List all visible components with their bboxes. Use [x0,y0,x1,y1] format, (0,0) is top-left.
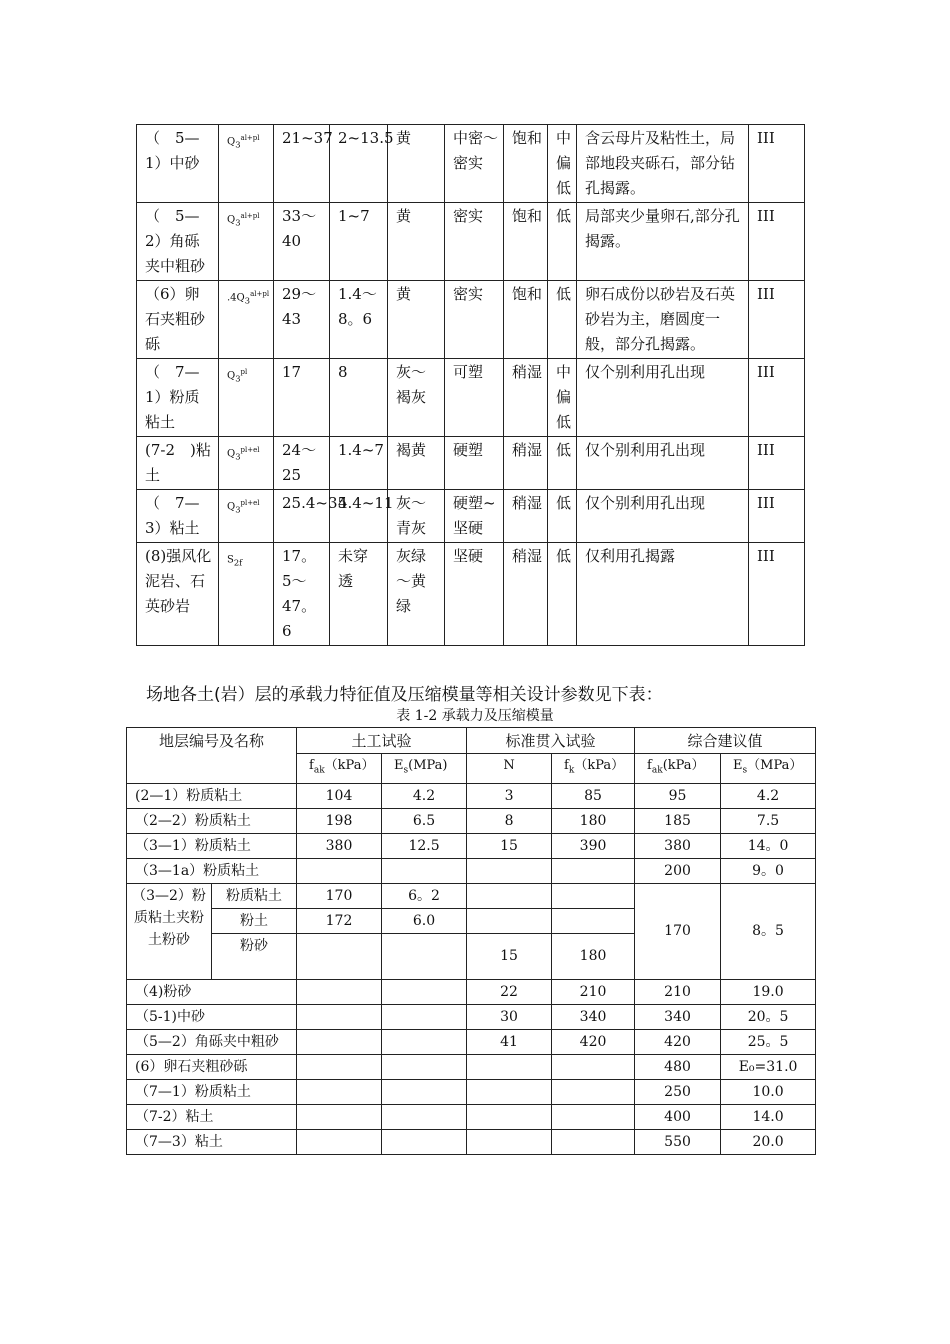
value-fak2: 480 [635,1054,721,1079]
density-state: 可塑 [445,359,504,437]
value-fk: 390 [552,833,635,858]
bearing-capacity-table [126,727,816,1155]
value-n: 8 [467,808,552,833]
value-fak [297,1004,382,1029]
capacity-row [127,1054,816,1079]
header-layer: 地层编号及名称 [127,728,297,784]
value-n: 30 [467,1004,552,1029]
group-fak2: 170 [635,883,721,979]
compressibility: 低 [548,281,577,359]
value-fk [552,1129,635,1154]
value-fk [552,858,635,883]
value-es [382,1129,467,1154]
subheader-fak: $f_{ak}(kPa)$ [297,754,382,784]
description: 仅个别利用孔出现 [577,490,749,543]
layer-name: （3—1a）粉质粘土 [127,858,297,883]
param-b: 4.4~11 [330,490,388,543]
layer-name: （ 7—3）粘土 [137,490,219,543]
layer-name: (6）卵石夹粗砂砾 [127,1054,297,1079]
value-fk [552,1104,635,1129]
soil-layer-row [137,437,805,490]
header-row [127,728,816,754]
soil-color: 灰绿～黄绿 [388,543,445,646]
capacity-row [127,979,816,1004]
layer-name: （3—1）粉质粘土 [127,833,297,858]
value-es [382,1104,467,1129]
layer-name: (8)强风化 泥岩、石英砂岩 [137,543,219,646]
value-n [467,1079,552,1104]
capacity-row [127,783,816,808]
capacity-row [127,833,816,858]
value-es [382,858,467,883]
subheader-es2: $E_s(MPa)$ [721,754,816,784]
geo-age: $S_{2f}$ [219,543,274,646]
grade: III [749,437,805,490]
value-n [467,1054,552,1079]
grade: III [749,359,805,437]
group-sub2-fk [552,908,635,933]
moisture: 饱和 [504,125,548,203]
group-sub1-fk [552,883,635,908]
value-es [382,1054,467,1079]
value-fak: 380 [297,833,382,858]
value-fk: 180 [552,808,635,833]
value-n: 15 [467,833,552,858]
param-a: 25.4~35 [274,490,330,543]
moisture: 稍湿 [504,437,548,490]
grade: III [749,125,805,203]
compressibility: 低 [548,203,577,281]
subheader-fak2: $f_{ak}(kPa)$ [635,754,721,784]
value-es: 6.5 [382,808,467,833]
value-es: 4.2 [382,783,467,808]
group-sub2-fak: 172 [297,908,382,933]
value-fak2: 420 [635,1029,721,1054]
grade: III [749,543,805,646]
value-fak [297,1029,382,1054]
value-fak [297,1079,382,1104]
value-n [467,1104,552,1129]
value-fk: 340 [552,1004,635,1029]
layer-name: （7—3）粘土 [127,1129,297,1154]
description: 局部夹少量卵石,部分孔揭露。 [577,203,749,281]
value-fk [552,1054,635,1079]
table-caption: 表 1-2 承载力及压缩模量 [396,708,554,724]
geo-age: $Q_3^{al+pl}$ [219,125,274,203]
compressibility: 低 [548,437,577,490]
layer-name: （7-2）粘土 [127,1104,297,1129]
compressibility: 低 [548,490,577,543]
moisture: 饱和 [504,203,548,281]
geo-age: $Q_3^{pl+el}$ [219,437,274,490]
layer-name: （5—2）角砾夹中粗砂 [127,1029,297,1054]
group-sub1: 粉质粘土 [212,883,297,908]
soil-color: 黄 [388,281,445,359]
grade: III [749,490,805,543]
soil-layer-row [137,281,805,359]
grade: III [749,203,805,281]
param-a: 29～43 [274,281,330,359]
density-state: 坚硬 [445,543,504,646]
layer-name: （2—2）粉质粘土 [127,808,297,833]
grade: III [749,281,805,359]
param-a: 33～40 [274,203,330,281]
layer-name: （6）卵石夹粗砂砾 [137,281,219,359]
description: 仅利用孔揭露 [577,543,749,646]
description: 仅个别利用孔出现 [577,437,749,490]
value-fk: 420 [552,1029,635,1054]
layer-name: （5-1)中砂 [127,1004,297,1029]
group-fk: 180 [552,933,635,979]
value-fak [297,1104,382,1129]
value-n: 3 [467,783,552,808]
capacity-row [127,1129,816,1154]
subheader-n: N [467,754,552,784]
description: 卵石成份以砂岩及石英砂岩为主，磨圆度一般，部分孔揭露。 [577,281,749,359]
group-row-1 [127,883,816,908]
description: 仅个别利用孔出现 [577,359,749,437]
geo-age: $Q_3^{pl}$ [219,359,274,437]
capacity-row [127,1104,816,1129]
group-sub3-fak [297,933,382,979]
capacity-row [127,858,816,883]
value-es2: 9。0 [721,858,816,883]
soil-layer-row [137,359,805,437]
density-state: 密实 [445,281,504,359]
value-es2: 20.0 [721,1129,816,1154]
value-fak2: 250 [635,1079,721,1104]
header-lab: 土工试验 [297,728,467,754]
group-sub3: 粉砂 [212,933,297,979]
value-es2: E₀=31.0 [721,1054,816,1079]
value-fak [297,979,382,1004]
group-sub3-es [382,933,467,979]
value-es [382,1004,467,1029]
value-fak2: 210 [635,979,721,1004]
intro-text: 场地各土(岩）层的承载力特征值及压缩模量等相关设计参数见下表： [146,685,663,705]
group-n: 15 [467,933,552,979]
value-fak2: 185 [635,808,721,833]
value-fak2: 380 [635,833,721,858]
compressibility: 中偏低 [548,125,577,203]
param-a: 17。5～47。6 [274,543,330,646]
value-fak2: 340 [635,1004,721,1029]
soil-layer-row [137,125,805,203]
layer-name: （ 7—1）粉质粘土 [137,359,219,437]
density-state: 硬塑~坚硬 [445,490,504,543]
value-fak2: 550 [635,1129,721,1154]
layer-name: (2—1）粉质粘土 [127,783,297,808]
capacity-row [127,1079,816,1104]
moisture: 稍湿 [504,543,548,646]
value-n [467,1129,552,1154]
value-es2: 10.0 [721,1079,816,1104]
value-es [382,979,467,1004]
value-n: 22 [467,979,552,1004]
group-sub1-fak: 170 [297,883,382,908]
value-fk: 210 [552,979,635,1004]
soil-layer-row [137,203,805,281]
param-b: 2~13.5 [330,125,388,203]
param-b: 1~7 [330,203,388,281]
density-state: 密实 [445,203,504,281]
moisture: 稍湿 [504,359,548,437]
value-es2: 7.5 [721,808,816,833]
param-b: 1.4～8。6 [330,281,388,359]
value-es [382,1079,467,1104]
soil-color: 灰～褐灰 [388,359,445,437]
soil-layer-table [136,124,805,646]
density-state: 硬塑 [445,437,504,490]
description: 含云母片及粘性土，局部地段夹砾石，部分钻孔揭露。 [577,125,749,203]
param-a: 24～25 [274,437,330,490]
subheader-fk: $f_k(kPa)$ [552,754,635,784]
soil-layer-row [137,490,805,543]
value-fk: 85 [552,783,635,808]
group-sub2: 粉土 [212,908,297,933]
layer-name: (7-2 )粘土 [137,437,219,490]
value-es2: 14.0 [721,1104,816,1129]
value-es2: 14。0 [721,833,816,858]
layer-name: （4)粉砂 [127,979,297,1004]
group-sub2-es: 6.0 [382,908,467,933]
group-name: （3—2）粉质粘土夹粉土粉砂 [127,883,212,979]
value-es: 12.5 [382,833,467,858]
moisture: 饱和 [504,281,548,359]
param-b: 1.4~7 [330,437,388,490]
soil-color: 灰～青灰 [388,490,445,543]
group-es2: 8。5 [721,883,816,979]
soil-layer-row [137,543,805,646]
param-a: 17 [274,359,330,437]
value-fak2: 200 [635,858,721,883]
group-sub2-n [467,908,552,933]
geo-age: $Q_3^{pl+el}$ [219,490,274,543]
value-n [467,858,552,883]
header-spt: 标准贯入试验 [467,728,635,754]
soil-color: 黄 [388,125,445,203]
param-b: 未穿透 [330,543,388,646]
group-sub1-n [467,883,552,908]
layer-name: （ 5—2）角砾夹中粗砂 [137,203,219,281]
param-a: 21~37 [274,125,330,203]
value-fk [552,1079,635,1104]
value-fak2: 400 [635,1104,721,1129]
capacity-row [127,1029,816,1054]
header-rec: 综合建议值 [635,728,816,754]
value-n: 41 [467,1029,552,1054]
value-es2: 25。5 [721,1029,816,1054]
value-es2: 4.2 [721,783,816,808]
compressibility: 中偏低 [548,359,577,437]
value-fak [297,1054,382,1079]
capacity-row [127,808,816,833]
compressibility: 低 [548,543,577,646]
value-es [382,1029,467,1054]
value-fak [297,858,382,883]
param-b: 8 [330,359,388,437]
moisture: 稍湿 [504,490,548,543]
value-fak: 104 [297,783,382,808]
value-fak2: 95 [635,783,721,808]
group-sub1-es: 6。2 [382,883,467,908]
density-state: 中密～密实 [445,125,504,203]
soil-color: 黄 [388,203,445,281]
geo-age: $Q_3^{al+pl}$ [219,203,274,281]
geo-age: $.4Q_3^{al+pl}$ [219,281,274,359]
subheader-es: $E_s(MPa)$ [382,754,467,784]
value-fak: 198 [297,808,382,833]
value-es2: 19.0 [721,979,816,1004]
layer-name: （ 5—1）中砂 [137,125,219,203]
value-es2: 20。5 [721,1004,816,1029]
soil-color: 褐黄 [388,437,445,490]
layer-name: （7—1）粉质粘土 [127,1079,297,1104]
capacity-row [127,1004,816,1029]
value-fak [297,1129,382,1154]
